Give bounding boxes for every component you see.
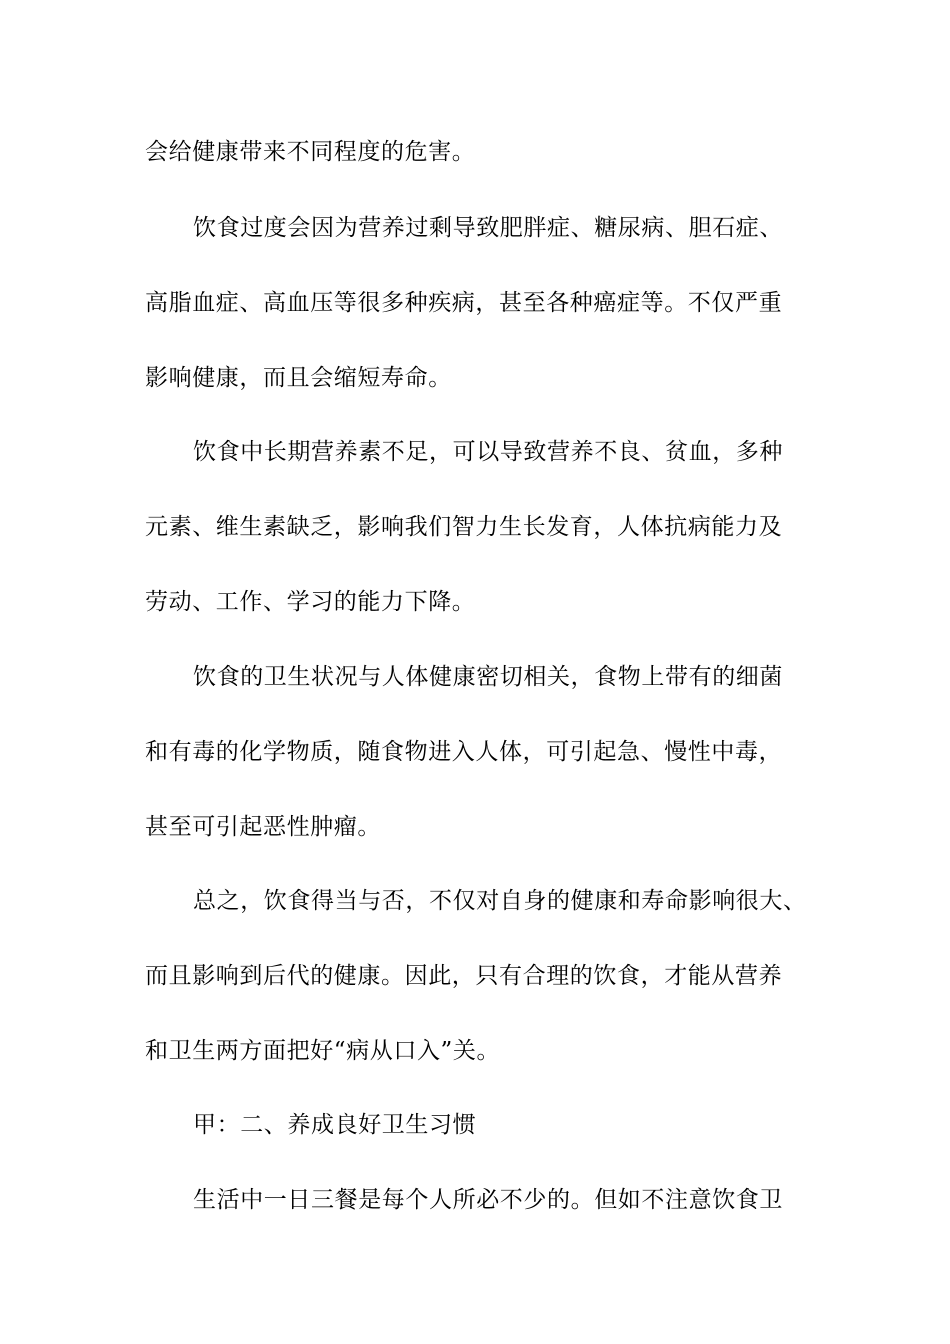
paragraph-line: 饮食过度会因为营养过剩导致肥胖症、糖尿病、胆石症、 xyxy=(193,215,783,241)
paragraph-line: 甚至可引起恶性肿瘤。 xyxy=(145,814,381,840)
paragraph-line: 影响健康，而且会缩短寿命。 xyxy=(145,365,452,391)
paragraph-line: 总之，饮食得当与否，不仅对自身的健康和寿命影响很大、 xyxy=(193,888,807,914)
paragraph-line: 劳动、工作、学习的能力下降。 xyxy=(145,589,476,615)
paragraph-line: 元素、维生素缺乏，影响我们智力生长发育，人体抗病能力及 xyxy=(145,514,783,540)
paragraph-line: 饮食中长期营养素不足，可以导致营养不良、贫血，多种 xyxy=(193,439,783,465)
paragraph-line: 高脂血症、高血压等很多种疾病，甚至各种癌症等。不仅严重 xyxy=(145,290,783,316)
paragraph-line: 和有毒的化学物质，随食物进入人体，可引起急、慢性中毒， xyxy=(145,739,783,765)
paragraph-line: 饮食的卫生状况与人体健康密切相关，食物上带有的细菌 xyxy=(193,664,783,690)
paragraph-line: 生活中一日三餐是每个人所必不少的。但如不注意饮食卫 xyxy=(193,1187,783,1213)
paragraph-line: 和卫生两方面把好“病从口入”关。 xyxy=(145,1038,501,1064)
section-heading: 甲：二、养成良好卫生习惯 xyxy=(193,1112,477,1138)
paragraph-line: 而且影响到后代的健康。因此，只有合理的饮食，才能从营养 xyxy=(145,963,783,989)
paragraph-line: 会给健康带来不同程度的危害。 xyxy=(145,139,476,165)
